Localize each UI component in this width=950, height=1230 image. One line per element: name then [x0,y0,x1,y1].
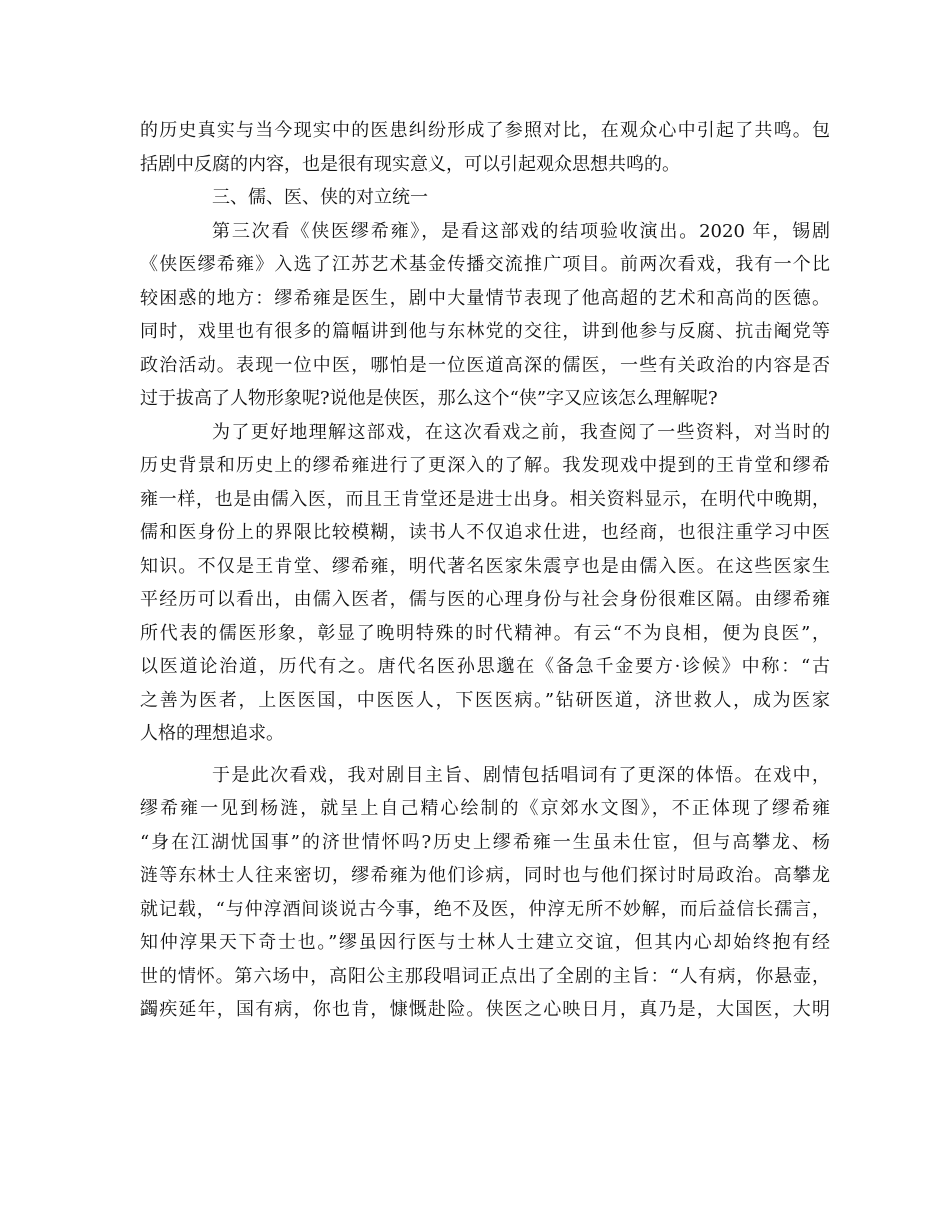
body-line: 知识。不仅是王肯堂、缪希雍，明代著名医家朱震亨也是由儒入医。在这些医家生 [140,555,830,577]
body-line: 过于拔高了人物形象呢?说他是侠医，那么这个“侠”字又应该怎么理解呢? [140,388,718,409]
body-line: 世的情怀。第六场中，高阳公主那段唱词正点出了全剧的主旨：“人有病，你悬壶， [140,965,830,987]
body-line: 政治活动。表现一位中医，哪怕是一位医道高深的儒医，一些有关政治的内容是否 [140,354,830,376]
body-line: 蠲疾延年，国有病，你也肯，慷慨赴险。侠医之心映日月，真乃是，大国医，大明 [140,999,830,1020]
body-line: 历史背景和历史上的缪希雍进行了更深入的了解。我发现戏中提到的王肯堂和缪希 [140,455,830,476]
body-line: 知仲淳果天下奇士也。”缪虽因行医与士林人士建立交谊，但其内心却始终抱有经 [140,932,830,953]
body-line: 平经历可以看出，由儒入医者，儒与医的心理身份与社会身份很难区隔。由缪希雍 [140,589,830,610]
body-line: 以医道论治道，历代有之。唐代名医孙思邈在《备急千金要方·诊候》中称：“古 [140,656,830,677]
body-line: 《侠医缪希雍》入选了江苏艺术基金传播交流推广项目。前两次看戏，我有一个比 [140,254,830,275]
body-line: 所代表的儒医形象，彰显了晚明特殊的时代精神。有云“不为良相，便为良医”， [140,622,830,644]
section-heading: 三、儒、医、侠的对立统一 [212,187,428,208]
body-line: 括剧中反腐的内容，也是很有现实意义，可以引起观众思想共鸣的。 [140,153,680,175]
body-line: 雍一样，也是由儒入医，而且王肯堂还是进士出身。相关资料显示，在明代中晚期， [140,488,830,510]
body-line: 人格的理想追求。 [140,723,284,744]
body-line: 较困惑的地方：缪希雍是医生，剧中大量情节表现了他高超的艺术和高尚的医德。 [140,287,830,309]
body-line: 于是此次看戏，我对剧目主旨、剧情包括唱词有了更深的体悟。在戏中， [212,764,830,786]
paragraph-gap [140,751,830,759]
body-line: 儒和医身份上的界限比较模糊，读书人不仅追求仕进，也经商，也很注重学习中医 [140,522,830,543]
body-line: 第三次看《侠医缪希雍》，是看这部戏的结项验收演出。2020 年，锡剧 [212,220,830,242]
body-line: 的历史真实与当今现实中的医患纠纷形成了参照对比，在观众心中引起了共鸣。包 [140,120,830,141]
body-line: 缪希雍一见到杨涟，就呈上自己精心绘制的《京郊水文图》，不正体现了缪希雍 [140,798,830,819]
body-line: 之善为医者，上医医国，中医医人，下医医病。”钻研医道，济世救人，成为医家 [140,689,830,711]
body-line: “身在江湖忧国事”的济世情怀吗?历史上缪希雍一生虽未仕宦，但与高攀龙、杨 [140,831,830,853]
body-line: 同时，戏里也有很多的篇幅讲到他与东林党的交往，讲到他参与反腐、抗击阉党等 [140,321,830,342]
body-line: 为了更好地理解这部戏，在这次看戏之前，我查阅了一些资料，对当时的 [212,421,830,443]
body-line: 涟等东林士人往来密切，缪希雍为他们诊病，同时也与他们探讨时局政治。高攀龙 [140,865,830,886]
document-body [140,114,830,1027]
body-line: 就记载，“与仲淳酒间谈说古今事，绝不及医，仲淳无所不妙解，而后益信长孺言， [140,898,830,920]
